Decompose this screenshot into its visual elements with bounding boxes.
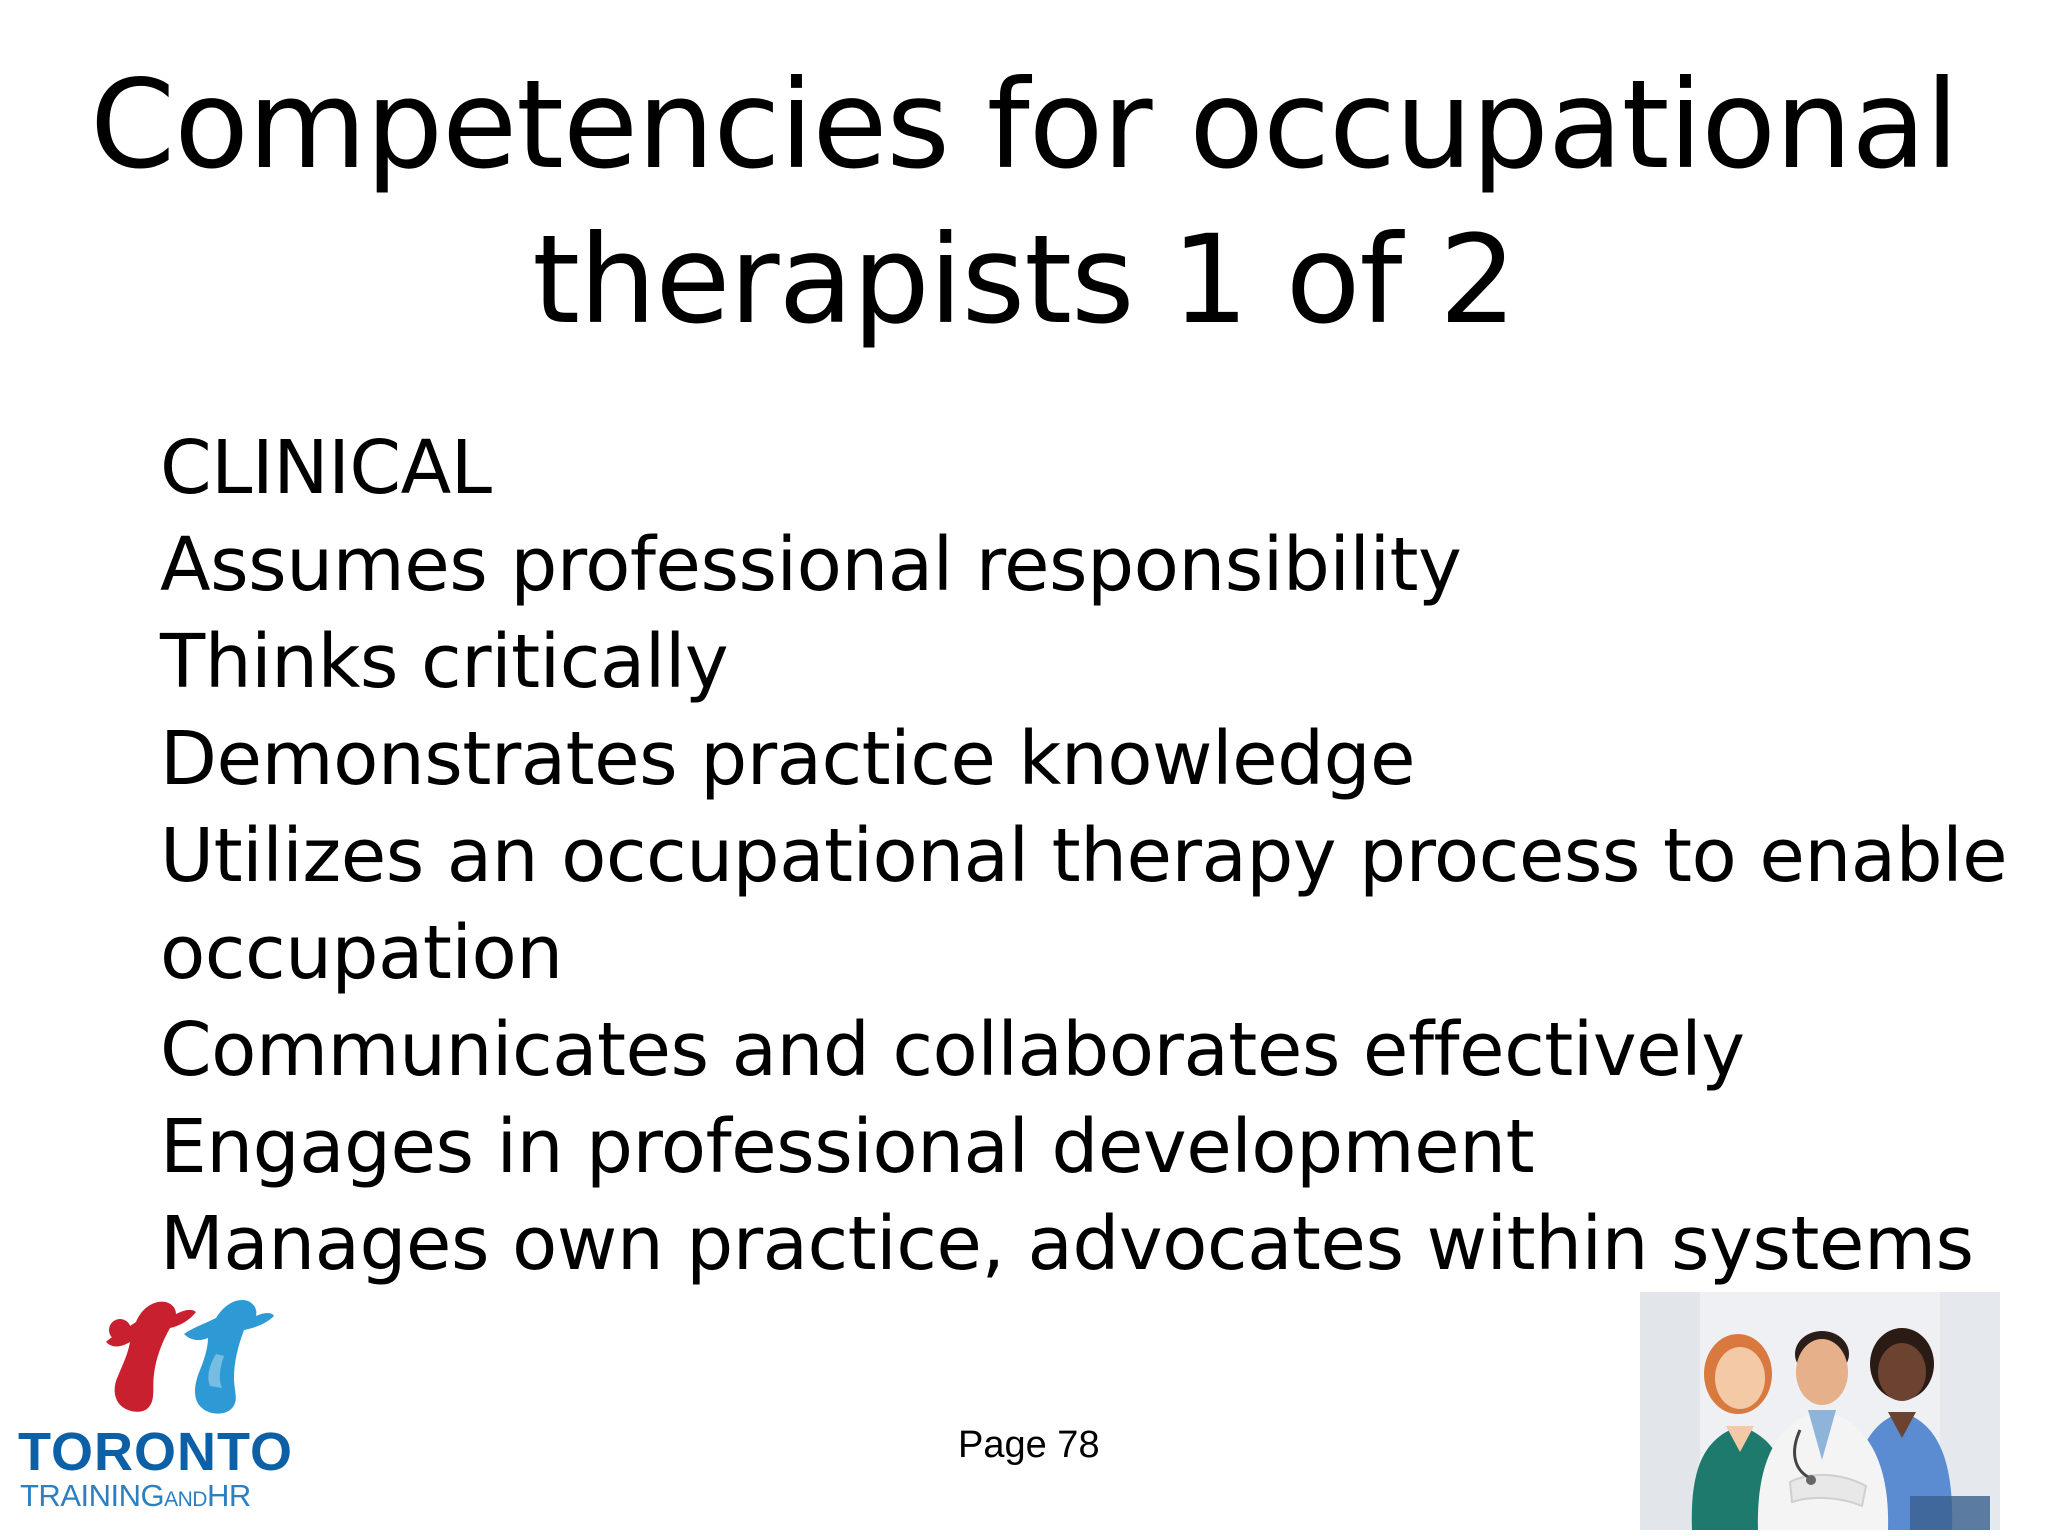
logo-sub-small: AND [164, 1488, 207, 1511]
list-item: Manages own practice, advocates within systems [160, 1201, 1974, 1287]
list-item: Engages in professional development [160, 1104, 1535, 1190]
slide-title [0, 48, 2048, 358]
medical-staff-illustration-icon [1640, 1292, 2000, 1530]
list-item: Utilizes an occupational therapy process to enable [160, 813, 2008, 899]
logo-sub-end: HR [206, 1478, 251, 1513]
list-heading-clinical: CLINICAL [160, 425, 492, 511]
page-number: Page 78 [958, 1424, 1100, 1466]
logo-wordmark: TORONTO [18, 1422, 294, 1482]
title-line-1: Competencies for occupational [90, 54, 1958, 196]
logo-sub-main: TRAINING [20, 1478, 165, 1513]
list-item-continuation: occupation [160, 910, 563, 996]
list-item: Assumes professional responsibility [160, 522, 1462, 608]
medical-staff-photo [1640, 1292, 2000, 1530]
list-item: Communicates and collaborates effectively [160, 1007, 1745, 1093]
competency-list [160, 420, 2010, 1293]
list-item: Thinks critically [160, 619, 729, 705]
logo-figures-icon [84, 1290, 274, 1420]
title-line-2: therapists 1 of 2 [532, 209, 1516, 351]
toronto-training-logo [14, 1290, 314, 1520]
logo-subtitle [20, 1478, 251, 1514]
list-item: Demonstrates practice knowledge [160, 716, 1416, 802]
